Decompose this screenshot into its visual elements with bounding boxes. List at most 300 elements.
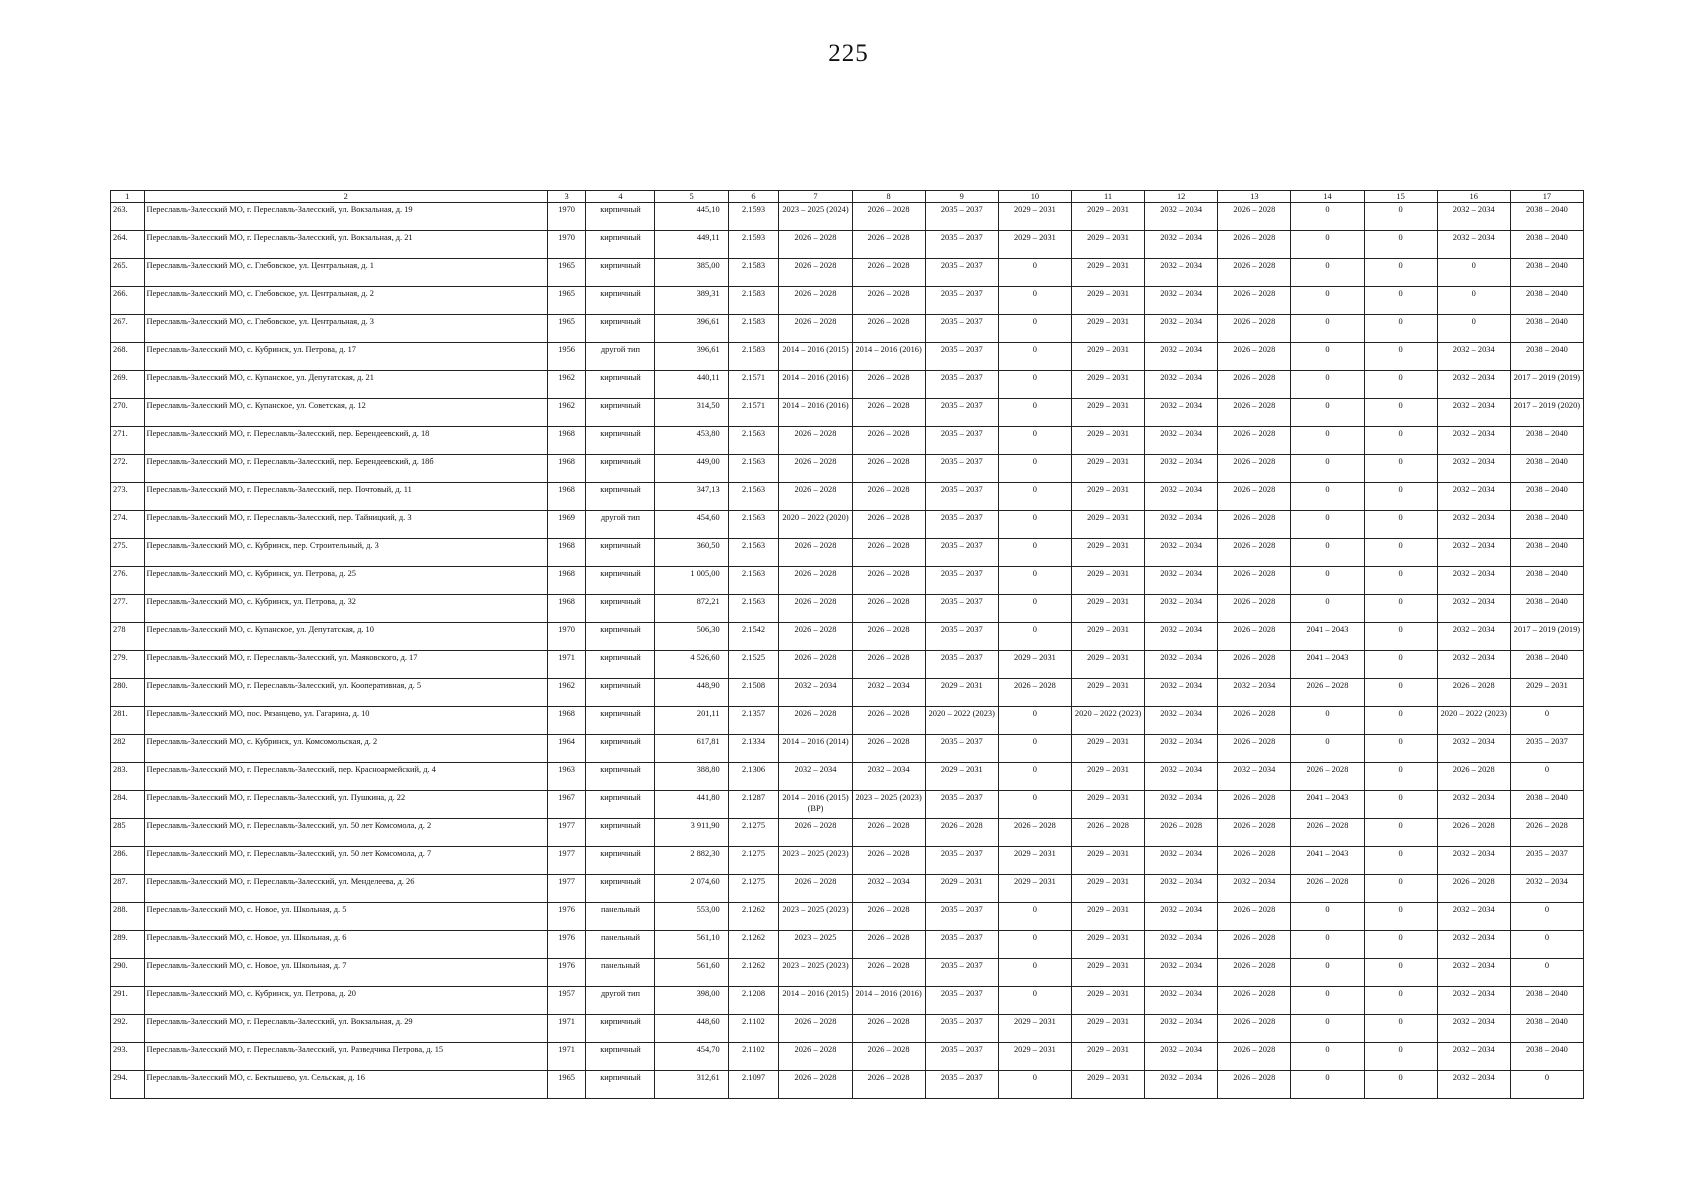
table-cell: 0 — [1437, 315, 1510, 343]
table-row — [111, 903, 1584, 931]
table-cell: 2026 – 2028 — [1291, 819, 1364, 847]
table-cell: 0 — [1364, 567, 1437, 595]
table-cell: 2026 – 2028 — [1218, 791, 1291, 819]
row-number: 288. — [111, 903, 145, 931]
table-cell: 872,21 — [655, 595, 728, 623]
table-cell: 0 — [998, 959, 1071, 987]
table-cell: 2032 – 2034 — [1145, 679, 1218, 707]
table-cell: 0 — [1291, 399, 1364, 427]
table-cell: 2029 – 2031 — [998, 1015, 1071, 1043]
table-cell: 2026 – 2028 — [1218, 1071, 1291, 1099]
table-cell: 2029 – 2031 — [1071, 623, 1144, 651]
row-number: 263. — [111, 203, 145, 231]
table-cell: 2035 – 2037 — [925, 931, 998, 959]
table-cell: 2023 – 2025 — [779, 931, 852, 959]
table-cell: 2029 – 2031 — [998, 651, 1071, 679]
table-row — [111, 567, 1584, 595]
table-cell: 0 — [1291, 483, 1364, 511]
table-cell: 2026 – 2028 — [852, 819, 925, 847]
table-row — [111, 1043, 1584, 1071]
table-cell: кирпичный — [586, 791, 655, 819]
table-cell: 2038 – 2040 — [1510, 287, 1583, 315]
table-cell: 2026 – 2028 — [852, 847, 925, 875]
table-cell: 2026 – 2028 — [1218, 1043, 1291, 1071]
table-cell: 0 — [1510, 707, 1583, 735]
table-cell: 2035 – 2037 — [925, 1071, 998, 1099]
table-cell: 2029 – 2031 — [1510, 679, 1583, 707]
table-cell: 2032 – 2034 — [1145, 567, 1218, 595]
table-row — [111, 623, 1584, 651]
table-cell: 2026 – 2028 — [1291, 875, 1364, 903]
table-cell: 0 — [1291, 1015, 1364, 1043]
row-number: 289. — [111, 931, 145, 959]
table-cell: 347,13 — [655, 483, 728, 511]
table-cell: 2032 – 2034 — [1437, 651, 1510, 679]
table-cell: 2026 – 2028 — [1218, 483, 1291, 511]
row-number: 272. — [111, 455, 145, 483]
table-cell: 1968 — [547, 567, 586, 595]
table-cell: 2038 – 2040 — [1510, 455, 1583, 483]
table-cell: 2029 – 2031 — [925, 679, 998, 707]
table-cell: 0 — [1291, 203, 1364, 231]
table-cell: 617,81 — [655, 735, 728, 763]
table-row — [111, 1071, 1584, 1099]
address-cell: Переславль-Залесский МО, с. Купанское, ул. Депутатская, д. 10 — [144, 623, 547, 651]
table-cell: 0 — [998, 763, 1071, 791]
table-cell: 2035 – 2037 — [925, 287, 998, 315]
table-cell: 2014 – 2016 (2016) — [779, 371, 852, 399]
table-cell: 2035 – 2037 — [925, 483, 998, 511]
table-cell: 0 — [1364, 875, 1437, 903]
table-cell: 314,50 — [655, 399, 728, 427]
table-cell: 2026 – 2028 — [1218, 1015, 1291, 1043]
table-cell: 2026 – 2028 — [1218, 399, 1291, 427]
table-row — [111, 315, 1584, 343]
table-cell: 2035 – 2037 — [925, 987, 998, 1015]
table-cell: 2026 – 2028 — [1218, 231, 1291, 259]
address-cell: Переславль-Залесский МО, г. Переславль-Залесский, пер. Почтовый, д. 11 — [144, 483, 547, 511]
table-cell: 0 — [1364, 427, 1437, 455]
table-cell: 2032 – 2034 — [1145, 1043, 1218, 1071]
table-cell: 561,60 — [655, 959, 728, 987]
table-cell: 1970 — [547, 231, 586, 259]
table-cell: 360,50 — [655, 539, 728, 567]
table-cell: 2032 – 2034 — [1437, 343, 1510, 371]
address-cell: Переславль-Залесский МО, с. Кубринск, ул. Петрова, д. 32 — [144, 595, 547, 623]
table-cell: 2026 – 2028 — [1218, 371, 1291, 399]
table-cell: 0 — [1364, 987, 1437, 1015]
table-cell: 2035 – 2037 — [925, 427, 998, 455]
table-row — [111, 343, 1584, 371]
row-number: 273. — [111, 483, 145, 511]
table-cell: 396,61 — [655, 343, 728, 371]
table-cell: 2 074,60 — [655, 875, 728, 903]
table-cell: 2026 – 2028 — [852, 651, 925, 679]
table-cell: 445,10 — [655, 203, 728, 231]
table-cell: кирпичный — [586, 623, 655, 651]
table-cell: 0 — [1291, 903, 1364, 931]
table-cell: 2032 – 2034 — [1145, 483, 1218, 511]
table-cell: 2029 – 2031 — [1071, 567, 1144, 595]
table-cell: 2032 – 2034 — [1145, 847, 1218, 875]
column-header-15: 15 — [1364, 191, 1437, 203]
row-number: 283. — [111, 763, 145, 791]
table-cell: 2.1262 — [728, 931, 779, 959]
table-cell: 2032 – 2034 — [1437, 539, 1510, 567]
table-cell: 2026 – 2028 — [779, 707, 852, 735]
table-cell: 1965 — [547, 315, 586, 343]
table-cell: 2026 – 2028 — [852, 231, 925, 259]
table-cell: 2029 – 2031 — [998, 203, 1071, 231]
table-cell: 2.1525 — [728, 651, 779, 679]
table-cell: 448,90 — [655, 679, 728, 707]
address-cell: Переславль-Залесский МО, г. Переславль-Залесский, ул. Вокзальная, д. 19 — [144, 203, 547, 231]
table-cell: 2026 – 2028 — [852, 1015, 925, 1043]
table-cell: 0 — [1291, 539, 1364, 567]
table-cell: 2032 – 2034 — [1437, 455, 1510, 483]
table-cell: 2026 – 2028 — [779, 455, 852, 483]
address-cell: Переславль-Залесский МО, г. Переславль-Залесский, ул. Вокзальная, д. 29 — [144, 1015, 547, 1043]
table-cell: 2.1563 — [728, 455, 779, 483]
table-row — [111, 259, 1584, 287]
table-cell: 2032 – 2034 — [1437, 567, 1510, 595]
table-cell: 2035 – 2037 — [925, 315, 998, 343]
table-cell: 2026 – 2028 — [852, 959, 925, 987]
table-row — [111, 595, 1584, 623]
table-cell: 2.1097 — [728, 1071, 779, 1099]
table-cell: 2032 – 2034 — [852, 875, 925, 903]
table-cell: 2029 – 2031 — [925, 763, 998, 791]
table-cell: 2.1102 — [728, 1015, 779, 1043]
table-cell: 2026 – 2028 — [1437, 819, 1510, 847]
table-cell: 0 — [1291, 987, 1364, 1015]
table-cell: 2035 – 2037 — [925, 651, 998, 679]
table-cell: 2.1571 — [728, 399, 779, 427]
table-cell: 2026 – 2028 — [1145, 819, 1218, 847]
table-cell: 0 — [1364, 819, 1437, 847]
table-cell: 2026 – 2028 — [1218, 567, 1291, 595]
table-row — [111, 735, 1584, 763]
table-cell: 2029 – 2031 — [1071, 651, 1144, 679]
table-cell: 1962 — [547, 679, 586, 707]
address-cell: Переславль-Залесский МО, с. Купанское, ул. Советская, д. 12 — [144, 399, 547, 427]
table-cell: 0 — [998, 623, 1071, 651]
table-cell: 2032 – 2034 — [1437, 847, 1510, 875]
table-cell: 2029 – 2031 — [1071, 875, 1144, 903]
table-cell: 2032 – 2034 — [1437, 791, 1510, 819]
table-cell: 2026 – 2028 — [1437, 679, 1510, 707]
table-row — [111, 875, 1584, 903]
column-header-13: 13 — [1218, 191, 1291, 203]
row-number: 280. — [111, 679, 145, 707]
table-cell: 2032 – 2034 — [1145, 1071, 1218, 1099]
table-cell: 0 — [1364, 931, 1437, 959]
table-cell: 2026 – 2028 — [1218, 931, 1291, 959]
table-cell: 0 — [998, 791, 1071, 819]
table-cell: 2029 – 2031 — [998, 1043, 1071, 1071]
table-cell: 2026 – 2028 — [852, 287, 925, 315]
table-cell: 2035 – 2037 — [925, 399, 998, 427]
column-header-5: 5 — [655, 191, 728, 203]
table-cell: 2.1583 — [728, 343, 779, 371]
table-cell: 454,70 — [655, 1043, 728, 1071]
table-cell: 1977 — [547, 875, 586, 903]
table-cell: 0 — [1291, 595, 1364, 623]
table-cell: 2038 – 2040 — [1510, 1015, 1583, 1043]
row-number: 266. — [111, 287, 145, 315]
address-cell: Переславль-Залесский МО, с. Глебовское, ул. Центральная, д. 3 — [144, 315, 547, 343]
table-cell: 0 — [1291, 567, 1364, 595]
row-number: 294. — [111, 1071, 145, 1099]
table-cell: панельный — [586, 959, 655, 987]
table-cell: 2029 – 2031 — [1071, 595, 1144, 623]
table-cell: 1970 — [547, 623, 586, 651]
table-cell: 2020 – 2022 (2023) — [925, 707, 998, 735]
table-cell: 440,11 — [655, 371, 728, 399]
table-cell: 0 — [1510, 931, 1583, 959]
page-number: 225 — [828, 40, 869, 67]
table-cell: 0 — [1364, 231, 1437, 259]
table-cell: 2032 – 2034 — [1145, 259, 1218, 287]
table-cell: 2.1306 — [728, 763, 779, 791]
address-cell: Переславль-Залесский МО, с. Кубринск, ул. Петрова, д. 20 — [144, 987, 547, 1015]
table-cell: 0 — [998, 343, 1071, 371]
address-cell: Переславль-Залесский МО, г. Переславль-Залесский, пер. Тайницкий, д. 3 — [144, 511, 547, 539]
table-cell: 2035 – 2037 — [925, 847, 998, 875]
table-cell: 0 — [1291, 259, 1364, 287]
table-cell: 2038 – 2040 — [1510, 203, 1583, 231]
table-cell: 2029 – 2031 — [1071, 315, 1144, 343]
table-cell: кирпичный — [586, 567, 655, 595]
table-cell: 2026 – 2028 — [852, 455, 925, 483]
table-cell: другой тип — [586, 511, 655, 539]
table-cell: 0 — [998, 539, 1071, 567]
table-cell: 2038 – 2040 — [1510, 567, 1583, 595]
column-header-12: 12 — [1145, 191, 1218, 203]
table-cell: 2029 – 2031 — [1071, 735, 1144, 763]
table-cell: 2038 – 2040 — [1510, 231, 1583, 259]
table-cell: 2032 – 2034 — [1218, 875, 1291, 903]
table-cell: кирпичный — [586, 679, 655, 707]
address-cell: Переславль-Залесский МО, г. Переславль-Залесский, ул. Менделеева, д. 26 — [144, 875, 547, 903]
table-cell: 2032 – 2034 — [1145, 511, 1218, 539]
table-cell: 2.1563 — [728, 483, 779, 511]
table-cell: 2041 – 2043 — [1291, 847, 1364, 875]
table-cell: 2032 – 2034 — [1145, 539, 1218, 567]
table-cell: 0 — [1437, 259, 1510, 287]
table-cell: 2032 – 2034 — [1145, 931, 1218, 959]
address-cell: Переславль-Залесский МО, с. Кубринск, ул. Петрова, д. 25 — [144, 567, 547, 595]
table-cell: кирпичный — [586, 483, 655, 511]
table-cell: 2026 – 2028 — [1071, 819, 1144, 847]
table-cell: 2026 – 2028 — [852, 399, 925, 427]
column-header-6: 6 — [728, 191, 779, 203]
table-row — [111, 511, 1584, 539]
table-cell: 2026 – 2028 — [779, 651, 852, 679]
table-cell: 2032 – 2034 — [1437, 959, 1510, 987]
table-cell: 2032 – 2034 — [1218, 763, 1291, 791]
table-cell: 0 — [1291, 315, 1364, 343]
table-cell: 2026 – 2028 — [1218, 903, 1291, 931]
table-cell: 2032 – 2034 — [1218, 679, 1291, 707]
table-cell: 0 — [1364, 287, 1437, 315]
table-cell: 1962 — [547, 371, 586, 399]
address-cell: Переславль-Залесский МО, с. Бектышево, ул. Сельская, д. 16 — [144, 1071, 547, 1099]
table-cell: 0 — [1364, 847, 1437, 875]
table-cell: 2023 – 2025 (2023) — [779, 903, 852, 931]
table-cell: 2041 – 2043 — [1291, 651, 1364, 679]
table-cell: 2.1563 — [728, 427, 779, 455]
table-cell: 0 — [1364, 1071, 1437, 1099]
table-cell: 2035 – 2037 — [925, 959, 998, 987]
table-cell: 2029 – 2031 — [1071, 427, 1144, 455]
table-cell: 2026 – 2028 — [1218, 315, 1291, 343]
table-cell: 2029 – 2031 — [1071, 231, 1144, 259]
table-cell: 2035 – 2037 — [925, 259, 998, 287]
row-number: 278 — [111, 623, 145, 651]
table-row — [111, 819, 1584, 847]
table-cell: 2026 – 2028 — [1218, 259, 1291, 287]
address-cell: Переславль-Залесский МО, г. Переславль-Залесский, пер. Берендеевский, д. 18 — [144, 427, 547, 455]
table-cell: 2026 – 2028 — [852, 903, 925, 931]
table-cell: 2029 – 2031 — [1071, 539, 1144, 567]
table-cell: 2.1583 — [728, 315, 779, 343]
table-cell: 0 — [998, 287, 1071, 315]
header-row — [111, 191, 1584, 203]
table-cell: 454,60 — [655, 511, 728, 539]
table-cell: 0 — [1291, 511, 1364, 539]
table-cell: 0 — [998, 259, 1071, 287]
table-cell: 0 — [1364, 399, 1437, 427]
table-cell: 0 — [1364, 595, 1437, 623]
table-cell: 2026 – 2028 — [1218, 511, 1291, 539]
table-cell: 389,31 — [655, 287, 728, 315]
table-cell: 2026 – 2028 — [852, 595, 925, 623]
table-cell: 0 — [1291, 371, 1364, 399]
table-cell: 0 — [1291, 1043, 1364, 1071]
table-cell: 2038 – 2040 — [1510, 791, 1583, 819]
table-cell: 0 — [1364, 679, 1437, 707]
row-number: 268. — [111, 343, 145, 371]
table-cell: 2032 – 2034 — [1437, 903, 1510, 931]
table-cell: 2026 – 2028 — [1218, 651, 1291, 679]
table-cell: 2038 – 2040 — [1510, 483, 1583, 511]
table-cell: 2032 – 2034 — [1145, 987, 1218, 1015]
table-cell: 0 — [1364, 343, 1437, 371]
table-cell: кирпичный — [586, 231, 655, 259]
table-cell: 2023 – 2025 (2024) — [779, 203, 852, 231]
table-cell: 2029 – 2031 — [998, 875, 1071, 903]
table-cell: 2026 – 2028 — [998, 819, 1071, 847]
table-cell: 0 — [1364, 315, 1437, 343]
table-cell: 2026 – 2028 — [1218, 455, 1291, 483]
address-cell: Переславль-Залесский МО, с. Новое, ул. Школьная, д. 7 — [144, 959, 547, 987]
table-cell: кирпичный — [586, 763, 655, 791]
table-cell: 2026 – 2028 — [1218, 707, 1291, 735]
table-cell: 1967 — [547, 791, 586, 819]
table-cell: 2026 – 2028 — [852, 1071, 925, 1099]
table-cell: 2032 – 2034 — [1437, 931, 1510, 959]
table-cell: 2032 – 2034 — [1145, 959, 1218, 987]
column-header-9: 9 — [925, 191, 998, 203]
table-cell: кирпичный — [586, 819, 655, 847]
table-cell: 1971 — [547, 651, 586, 679]
table-cell: 2026 – 2028 — [1510, 819, 1583, 847]
table-cell: 2032 – 2034 — [1145, 455, 1218, 483]
table-cell: 2032 – 2034 — [1145, 371, 1218, 399]
table-cell: 2032 – 2034 — [1145, 343, 1218, 371]
table-row — [111, 1015, 1584, 1043]
table-cell: кирпичный — [586, 259, 655, 287]
row-number: 265. — [111, 259, 145, 287]
table-cell: 2032 – 2034 — [1145, 763, 1218, 791]
table-cell: кирпичный — [586, 315, 655, 343]
table-cell: 4 526,60 — [655, 651, 728, 679]
table-cell: 2029 – 2031 — [1071, 343, 1144, 371]
table-cell: 2038 – 2040 — [1510, 511, 1583, 539]
table-row — [111, 847, 1584, 875]
row-number: 284. — [111, 791, 145, 819]
table-cell: 2014 – 2016 (2015) — [779, 343, 852, 371]
table-cell: 2026 – 2028 — [1218, 735, 1291, 763]
table-cell: 0 — [1291, 455, 1364, 483]
table-cell: 2035 – 2037 — [925, 1015, 998, 1043]
table-cell: 1956 — [547, 343, 586, 371]
address-cell: Переславль-Залесский МО, с. Новое, ул. Школьная, д. 6 — [144, 931, 547, 959]
table-cell: 2026 – 2028 — [852, 259, 925, 287]
table-cell: 2026 – 2028 — [779, 231, 852, 259]
table-cell: 2.1208 — [728, 987, 779, 1015]
table-cell: 2026 – 2028 — [1218, 623, 1291, 651]
table-cell: 0 — [1364, 455, 1437, 483]
table-cell: 0 — [1510, 763, 1583, 791]
table-cell: 0 — [1364, 1043, 1437, 1071]
table-cell: 2026 – 2028 — [852, 539, 925, 567]
table-cell: 2035 – 2037 — [925, 735, 998, 763]
table-cell: 0 — [1291, 735, 1364, 763]
table-cell: 1976 — [547, 959, 586, 987]
row-number: 290. — [111, 959, 145, 987]
table-cell: 2029 – 2031 — [1071, 987, 1144, 1015]
table-row — [111, 763, 1584, 791]
table-cell: 1962 — [547, 399, 586, 427]
table-cell: 2.1262 — [728, 903, 779, 931]
address-cell: Переславль-Залесский МО, г. Переславль-Залесский, ул. Кооперативная, д. 5 — [144, 679, 547, 707]
table-cell: 2038 – 2040 — [1510, 987, 1583, 1015]
table-cell: 2029 – 2031 — [1071, 847, 1144, 875]
table-cell: 441,80 — [655, 791, 728, 819]
table-cell: 2.1102 — [728, 1043, 779, 1071]
row-number: 264. — [111, 231, 145, 259]
table-cell: 2029 – 2031 — [925, 875, 998, 903]
table-cell: 1965 — [547, 259, 586, 287]
table-cell: 2032 – 2034 — [1145, 287, 1218, 315]
table-cell: кирпичный — [586, 287, 655, 315]
table-cell: 2026 – 2028 — [998, 679, 1071, 707]
table-cell: 2026 – 2028 — [1218, 959, 1291, 987]
table-cell: 0 — [1291, 287, 1364, 315]
row-number: 270. — [111, 399, 145, 427]
column-header-8: 8 — [852, 191, 925, 203]
table-cell: 2.1583 — [728, 259, 779, 287]
table-cell: кирпичный — [586, 595, 655, 623]
table-cell: 2035 – 2037 — [925, 567, 998, 595]
table-cell: 2038 – 2040 — [1510, 1043, 1583, 1071]
table-cell: 2017 – 2019 (2019) — [1510, 623, 1583, 651]
table-cell: 2.1275 — [728, 875, 779, 903]
table-cell: 2026 – 2028 — [1291, 679, 1364, 707]
table-cell: 2.1593 — [728, 231, 779, 259]
